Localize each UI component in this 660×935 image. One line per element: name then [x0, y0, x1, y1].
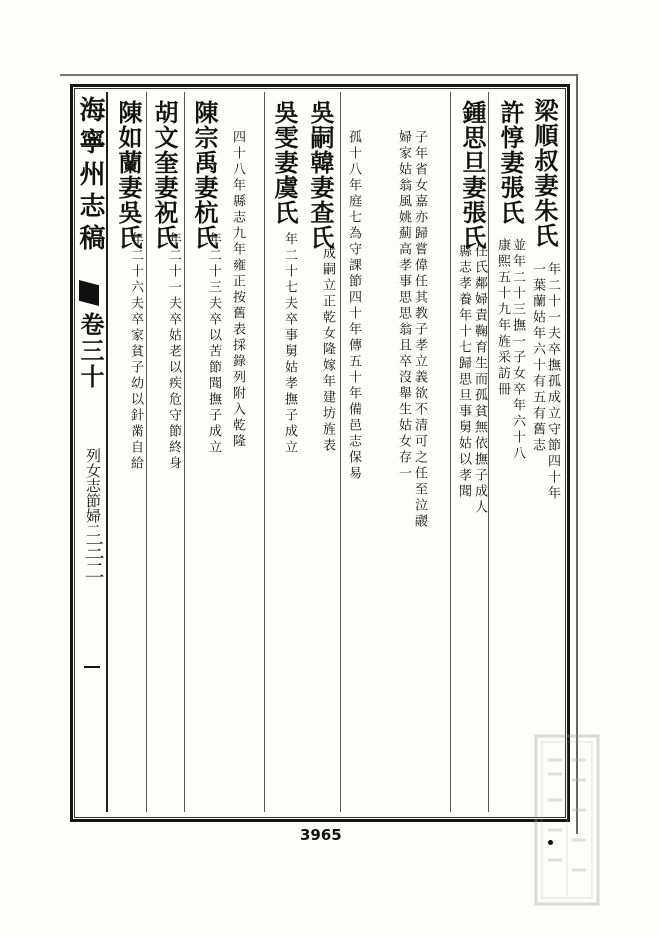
entry-name: 鍾思旦妻張氏 — [458, 100, 487, 250]
margin-section: 列女志節婦二 — [84, 448, 102, 538]
entry-note: 婦家姑翁風姚薊高孝事思思翁且卒沒舉生姑女存一 — [396, 130, 411, 482]
entry-name: 梁順叔妻朱氏 — [530, 98, 559, 248]
column-rule — [264, 92, 265, 812]
entry-note: 年二十六夫卒家貧子幼以針黹自給 — [128, 232, 143, 472]
entry-name: 吳嗣韓妻查氏 — [306, 100, 335, 250]
outer-rule-top — [60, 74, 578, 76]
entry-note: 年二十三夫卒以苦節聞撫子成立 — [206, 232, 221, 456]
entry-name: 陳如蘭妻吳氏 — [114, 100, 143, 250]
entry-name: 胡文奎妻祝氏 — [150, 100, 179, 250]
entry-note: 任氏鄰婦責鞠育生而孤貧無依撫子成人 — [472, 244, 487, 516]
column-rule — [146, 92, 147, 812]
column-rule — [450, 92, 451, 812]
entry-note: 孤十八年庭七為守課節四十年傳五十年備邑志保易 — [346, 130, 361, 482]
page-number: 3965 — [300, 826, 342, 844]
entry-note: 子年省女嘉亦歸嘗偉任其教子孝立義欲不清可之任至泣鬷 — [412, 130, 427, 530]
column-rule — [488, 92, 489, 812]
entry-note: 縣志孝養年十七歸思旦事舅姑以孝聞 — [456, 244, 471, 500]
outer-rule-right — [576, 74, 578, 834]
entry-name: 陳宗禹妻杭氏 — [190, 100, 219, 250]
margin-volume: 卷三十 — [76, 312, 105, 390]
entry-note: 一葉蘭姑年六十有五有舊志 — [530, 262, 545, 454]
entry-name: 吳雯妻虞氏 — [270, 100, 299, 225]
entry-note: 並年二十三撫一子女卒年六十八 — [510, 238, 525, 462]
margin-tick — [84, 666, 100, 668]
entry-note: 年二十七夫卒事舅姑孝撫子成立 — [282, 232, 297, 456]
margin-leaf-number: 三二 — [81, 540, 105, 580]
entry-note: 成嗣立正乾女隆嫁年建坊旌表 — [320, 246, 335, 454]
entry-note: 四十八年縣志九年雍正按舊表採錄列附入乾隆 — [230, 130, 245, 450]
entry-note: 年二十一夫卒姑老以疾危守節終身 — [166, 232, 181, 472]
library-seal-stamp — [530, 730, 604, 910]
entry-name: 許惇妻張氏 — [496, 100, 525, 225]
column-rule — [184, 92, 185, 812]
entry-note: 康熙五十九年旌采訪冊 — [495, 238, 510, 398]
margin-title: 海寧州志稿 — [75, 96, 105, 256]
column-rule — [340, 92, 341, 812]
entry-note: 年二十一夫卒撫孤成立守節四十年 — [545, 262, 560, 502]
